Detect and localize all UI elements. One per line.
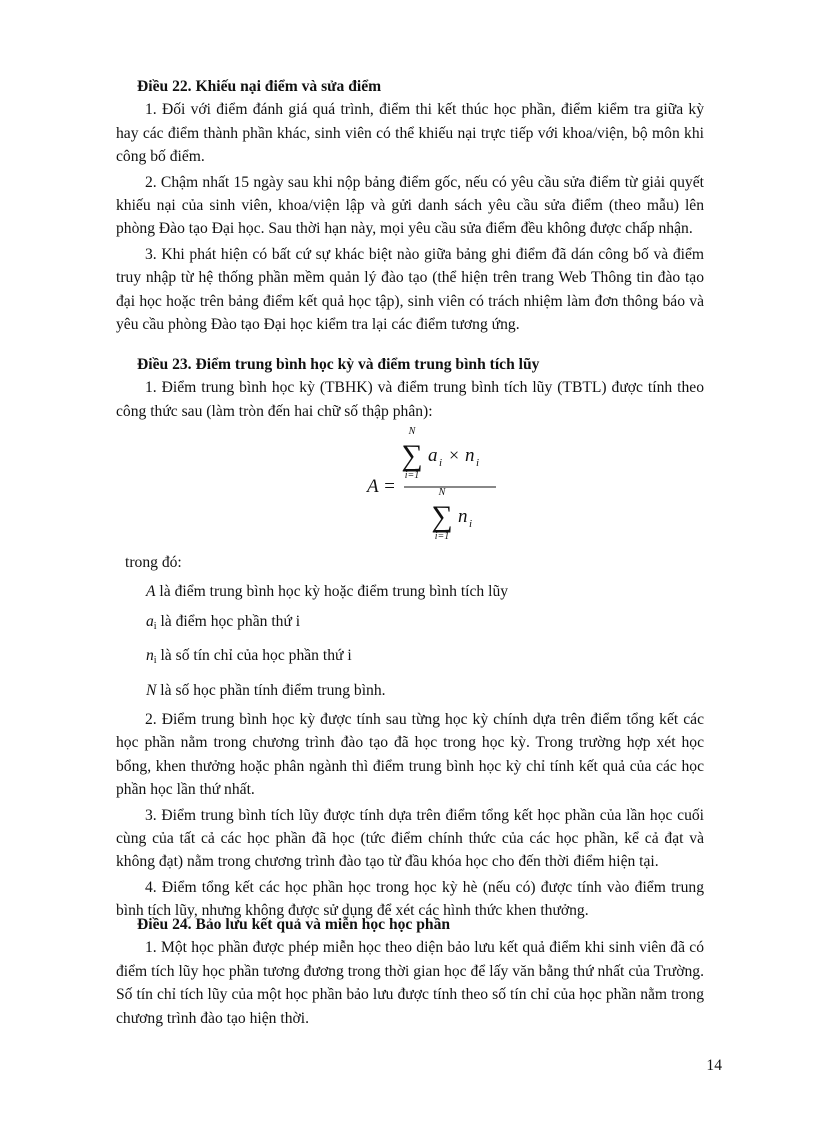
variable-A: A là điểm trung bình học kỳ hoặc điểm trung bình tích lũy <box>146 583 509 601</box>
article-22-heading: Điều 22. Khiếu nại điểm và sửa điểm <box>137 78 382 95</box>
article-22-para-1: 1. Đối với điểm đánh giá quá trình, điểm thi kết thúc học phần, điểm kiểm tra giữa kỳ hay các điểm thành phần khác, sinh viên có thể khiếu nại trực tiếp với khoa/viện, bộ môn khi công bố điểm. <box>116 101 704 166</box>
sum-lower-bottom: i=1 <box>434 531 450 542</box>
average-formula <box>300 418 560 548</box>
variable-a-i: ai là điểm học phần thứ i <box>146 612 301 632</box>
article-23-para-3: 3. Điểm trung bình tích lũy được tính dựa trên điểm tổng kết học phần của lần học cuối cùng của tất cả các học phần đã học (tức điểm chính thức của các học phần, kể cả đạt và không đạt) nằm trong chương trình đào tạo từ đầu khóa học cho đến thời điểm hiện tại. <box>116 806 704 871</box>
numerator-a-sub: i <box>439 457 443 469</box>
article-24-heading: Điều 24. Bảo lưu kết quả và miễn học học phần <box>137 916 451 933</box>
article-22 <box>116 75 704 338</box>
article-23 <box>116 353 704 425</box>
sum-symbol-top: ∑ <box>401 439 423 472</box>
article-23-intro: 1. Điểm trung bình học kỳ (TBHK) và điểm trung bình tích lũy (TBTL) được tính theo công thức sau (làm tròn đến hai chữ số thập phân): <box>116 379 704 420</box>
formula-lhs: A = <box>367 476 396 497</box>
sum-symbol-bottom: ∑ <box>431 500 453 533</box>
article-22-para-2: 2. Chậm nhất 15 ngày sau khi nộp bảng điểm gốc, nếu có yêu cầu sửa điểm từ giải quyết khiếu nại của sinh viên, khoa/viện lập và gửi danh sách yêu cầu sửa điểm (theo mẫu) lên phòng Đào tạo Đại học. Sau thời hạn này, mọi yêu cầu sửa điểm đều không được chấp nhận. <box>116 173 704 238</box>
denominator-n: n <box>458 506 468 527</box>
sum-upper-top: N <box>408 426 416 437</box>
article-23-continued <box>116 551 704 925</box>
variable-n-i: ni là số tín chỉ của học phần thứ i <box>146 647 352 667</box>
page-number: 14 <box>706 1057 722 1074</box>
variable-N: N là số học phần tính điểm trung bình. <box>146 681 386 699</box>
numerator-n: n <box>465 445 475 466</box>
numerator-n-sub: i <box>476 457 480 469</box>
sum-upper-bottom: N <box>438 487 446 498</box>
sum-lower-top: i=1 <box>404 470 420 481</box>
article-24-para-1: 1. Một học phần được phép miễn học theo diện bảo lưu kết quả điểm khi sinh viên đã có điểm tích lũy học phần tương đương trong thời gian học để lấy văn bằng thứ nhất của Trường. Số tín chỉ tích lũy của một học phần bảo lưu được tính theo số tín chỉ của học phần nằm trong chương trình đào tạo hiện thời. <box>116 939 704 1027</box>
article-24 <box>116 913 704 1032</box>
article-23-heading: Điều 23. Điểm trung bình học kỳ và điểm trung bình tích lũy <box>137 356 540 373</box>
article-23-para-2: 2. Điểm trung bình học kỳ được tính sau từng học kỳ chính dựa trên điểm tổng kết các học phần nằm trong chương trình đào tạo đã học trong học kỳ. Trong trường hợp xét học bổng, khen thưởng hoặc phân ngành thì điểm trung bình học kỳ chỉ tính kết quả của các học phần học lần thứ nhất. <box>116 711 704 799</box>
article-23-para-4: 4. Điểm tổng kết các học phần học trong học kỳ hè (nếu có) được tính vào điểm trung bình tích lũy, nhưng không được sử dụng để xét các hình thức khen thưởng. <box>116 878 704 920</box>
where-label: trong đó: <box>125 554 182 571</box>
times-sign: × <box>449 445 460 465</box>
formula-graphic <box>300 418 560 548</box>
article-22-para-3: 3. Khi phát hiện có bất cứ sự khác biệt nào giữa bảng ghi điểm đã dán công bố và điểm truy nhập từ hệ thống phần mềm quản lý đào tạo (thể hiện trên trang Web Thông tin đào tạo đại học hoặc trên bảng điểm kết quả học tập), sinh viên có trách nhiệm làm đơn thông báo và yêu cầu phòng Đào tạo Đại học kiểm tra lại các điểm tương ứng. <box>116 245 704 334</box>
denominator-n-sub: i <box>469 518 473 530</box>
numerator-a: a <box>428 445 438 466</box>
